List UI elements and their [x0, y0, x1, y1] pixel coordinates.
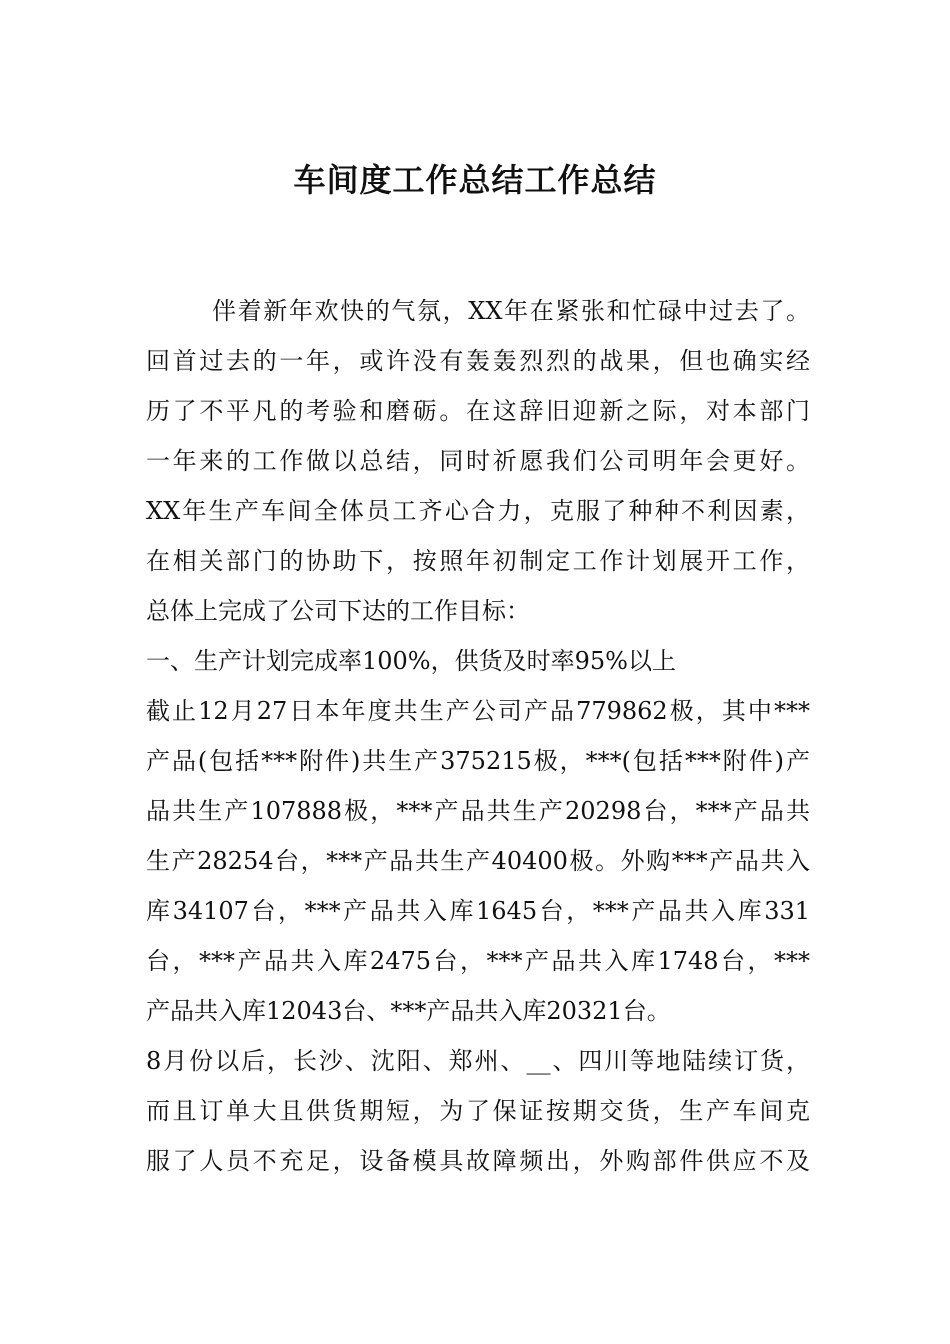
body-line: 伴着新年欢快的气氛，XX年在紧张和忙碌中过去了。: [212, 297, 810, 325]
section-heading: 一、生产计划完成率100%，供货及时率95%以上: [146, 647, 676, 675]
body-line: XX年生产车间全体员工齐心合力，克服了种种不利因素，: [146, 497, 810, 525]
body-line: 历了不平凡的考验和磨砺。在这辞旧迎新之际，对本部门: [146, 397, 810, 425]
body-line: 品共生产107888极，***产品共生产20298台，***产品共: [146, 797, 810, 825]
body-line: 截止12月27日本年度共生产公司产品779862极，其中***: [146, 697, 810, 725]
body-line: 台，***产品共入库2475台，***产品共入库1748台，***: [146, 947, 810, 975]
body-line: 服了人员不充足，设备模具故障频出，外购部件供应不及: [146, 1147, 810, 1175]
body-line: 产品共入库12043台、***产品共入库20321台。: [146, 997, 671, 1025]
body-line: 在相关部门的协助下，按照年初制定工作计划展开工作，: [146, 547, 810, 575]
body-line: 库34107台，***产品共入库1645台，***产品共入库331: [146, 897, 810, 925]
document-title: 车间度工作总结工作总结: [293, 161, 657, 199]
body-line: 总体上完成了公司下达的工作目标：: [146, 597, 530, 625]
body-line: 产品(包括***附件)共生产375215极，***(包括***附件)产: [146, 747, 810, 775]
body-line: 回首过去的一年，或许没有轰轰烈烈的战果，但也确实经: [146, 347, 810, 375]
body-line: 而且订单大且供货期短，为了保证按期交货，生产车间克: [146, 1097, 810, 1125]
body-line: 生产28254台，***产品共生产40400极。外购***产品共入: [146, 847, 810, 875]
body-line: 一年来的工作做以总结，同时祈愿我们公司明年会更好。: [146, 447, 810, 475]
document-body: [146, 286, 810, 1186]
body-line: 8月份以后，长沙、沈阳、郑州、__、四川等地陆续订货，: [146, 1047, 810, 1075]
